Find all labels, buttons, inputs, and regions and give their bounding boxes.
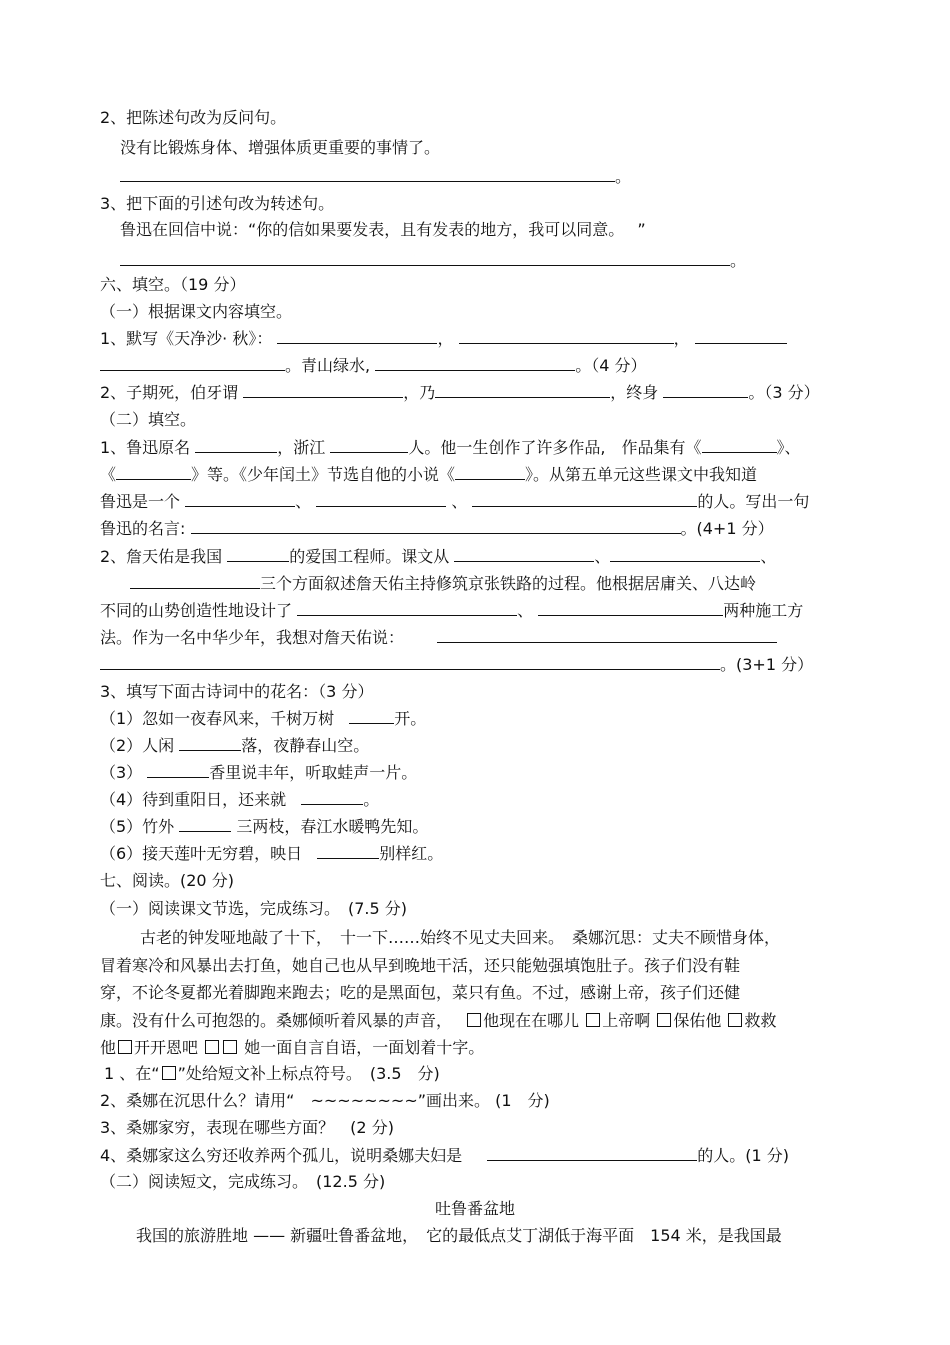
q2-title: 2、把陈述句改为反问句。 xyxy=(100,108,287,127)
poem-4: （4）待到重阳日，还来就 。 xyxy=(100,790,380,809)
blank[interactable] xyxy=(702,438,777,453)
blank[interactable] xyxy=(179,736,241,751)
poem-2: （2）人闲 落，夜静春山空。 xyxy=(100,736,370,755)
poem-title: 3、填写下面古诗词中的花名：（3 分） xyxy=(100,682,374,701)
zhan-line2: 三个方面叙述詹天佑主持修筑京张铁路的过程。他根据居庸关、八达岭 xyxy=(130,573,756,595)
s7-sub2: （二）阅读短文，完成练习。 (12.5 分) xyxy=(100,1172,386,1191)
punct-box[interactable] xyxy=(586,1013,600,1027)
section-7-heading: 七、阅读。(20 分) xyxy=(100,871,234,890)
punct-box-icon xyxy=(162,1066,176,1080)
section-6-heading: 六、填空。（19 分） xyxy=(100,275,246,294)
q3-answer-line[interactable]: 。 xyxy=(120,250,746,272)
punct-box[interactable] xyxy=(728,1013,742,1027)
blank[interactable] xyxy=(375,356,575,371)
s6-sub1: （一）根据课文内容填空。 xyxy=(100,302,293,321)
s6-q2-line: 2、子期死，伯牙谓 ，乃 ，终身 。（3 分） xyxy=(100,383,820,402)
reading-q4: 4、桑娜家这么穷还收养两个孤儿，说明桑娜夫妇是 的人。(1 分) xyxy=(100,1146,790,1165)
zhan-line4: 法。作为一名中华少年，我想对詹天佑说： xyxy=(100,627,777,649)
blank[interactable] xyxy=(297,601,517,616)
blank[interactable] xyxy=(195,438,277,453)
blank[interactable] xyxy=(317,844,379,859)
blank[interactable] xyxy=(349,709,394,724)
blank[interactable] xyxy=(330,438,408,453)
blank[interactable] xyxy=(695,329,787,344)
zhan-line5: 。(3+1 分） xyxy=(100,654,813,676)
blank[interactable] xyxy=(191,519,681,534)
article-title: 吐鲁番盆地 xyxy=(434,1199,515,1218)
q3-sentence: 鲁迅在回信中说：“你的信如果要发表，且有发表的地方，我可以同意。 ” xyxy=(120,220,646,239)
zhan-line1: 2、詹天佑是我国 的爱国工程师。课文从 、 、 xyxy=(100,547,777,566)
q3-title: 3、把下面的引述句改为转述句。 xyxy=(100,194,335,213)
reading-q3: 3、桑娜家穷，表现在哪些方面？ (2 分) xyxy=(100,1118,394,1137)
passage-line1: 古老的钟发哑地敲了十下， 十一下……始终不见丈夫回来。 桑娜沉思：丈夫不顾惜身体， xyxy=(140,928,781,947)
blank[interactable] xyxy=(243,383,403,398)
punct-box[interactable] xyxy=(657,1013,671,1027)
passage-line4: 康。没有什么可抱怨的。桑娜倾听着风暴的声音， 他现在在哪儿 上帝啊 保佑他 救救 xyxy=(100,1011,777,1030)
poem-1: （1）忽如一夜春风来，千树万树 开。 xyxy=(100,709,427,728)
s6-q1-line2: 。青山绿水, 。（4 分） xyxy=(100,355,646,377)
blank[interactable] xyxy=(316,492,446,507)
s7-sub1: （一）阅读课文节选，完成练习。 (7.5 分) xyxy=(100,899,408,918)
blank[interactable] xyxy=(100,356,285,371)
blank[interactable] xyxy=(116,465,191,480)
punct-box[interactable] xyxy=(467,1013,481,1027)
blank[interactable] xyxy=(437,628,777,643)
poem-3: （3） 香里说丰年，听取蛙声一片。 xyxy=(100,763,418,782)
luxun-line1: 1、鲁迅原名 ，浙江 人。他一生创作了许多作品, 作品集有《 》、 xyxy=(100,438,801,457)
blank[interactable] xyxy=(277,329,437,344)
blank[interactable] xyxy=(454,547,594,562)
blank[interactable] xyxy=(301,790,363,805)
luxun-line3: 鲁迅是一个 、 、 的人。写出一句 xyxy=(100,492,810,511)
passage-line2: 冒着寒冷和风暴出去打鱼，她自己也从早到晚地干活，还只能勉强填饱肚子。孩子们没有鞋 xyxy=(100,956,741,975)
blank[interactable] xyxy=(130,574,260,589)
punct-box[interactable] xyxy=(118,1040,132,1054)
article-line1: 我国的旅游胜地 —— 新疆吐鲁番盆地， 它的最低点艾丁湖低于海平面 154 米，是我国最 xyxy=(136,1226,782,1245)
blank[interactable] xyxy=(472,492,697,507)
passage-line5: 他 开开恩吧 她一面自言自语，一面划着十字。 xyxy=(100,1038,485,1057)
s6-sub2: （二）填空。 xyxy=(100,410,197,429)
blank[interactable] xyxy=(100,655,720,670)
luxun-line2: 《 》等。《少年闰土》节选自他的小说《 》。从第五单元这些课文中我知道 xyxy=(100,465,758,484)
punct-box[interactable] xyxy=(205,1040,219,1054)
s6-q1-line1: 1、默写《天净沙· 秋》： ， ， xyxy=(100,328,787,350)
blank[interactable] xyxy=(227,547,289,562)
blank[interactable] xyxy=(663,383,748,398)
reading-q1: 1 、在“ ”处给短文补上标点符号。 (3.5 分) xyxy=(104,1064,440,1083)
blank[interactable] xyxy=(455,465,525,480)
luxun-line4: 鲁迅的名言: 。(4+1 分） xyxy=(100,519,774,538)
blank[interactable] xyxy=(147,763,209,778)
blank[interactable] xyxy=(459,329,674,344)
passage-line3: 穿，不论冬夏都光着脚跑来跑去；吃的是黑面包，菜只有鱼。不过，感谢上帝，孩子们还健 xyxy=(100,983,741,1002)
poem-6: （6）接天莲叶无穷碧，映日 别样红。 xyxy=(100,844,444,863)
reading-q2: 2、桑娜在沉思什么？请用“ ~~~~~~~~”画出来。 (1 分) xyxy=(100,1091,550,1110)
blank[interactable] xyxy=(435,383,610,398)
blank[interactable] xyxy=(179,817,231,832)
blank[interactable] xyxy=(487,1146,697,1161)
blank[interactable] xyxy=(610,547,760,562)
poem-5: （5）竹外 三两枝，春江水暖鸭先知。 xyxy=(100,817,429,836)
punct-box[interactable] xyxy=(223,1040,237,1054)
q2-answer-line[interactable]: 。 xyxy=(120,166,631,188)
q2-sentence: 没有比锻炼身体、增强体质更重要的事情了。 xyxy=(120,138,441,157)
blank[interactable] xyxy=(538,601,723,616)
blank[interactable] xyxy=(185,492,295,507)
zhan-line3: 不同的山势创造性地设计了 、 两种施工方 xyxy=(100,601,804,620)
